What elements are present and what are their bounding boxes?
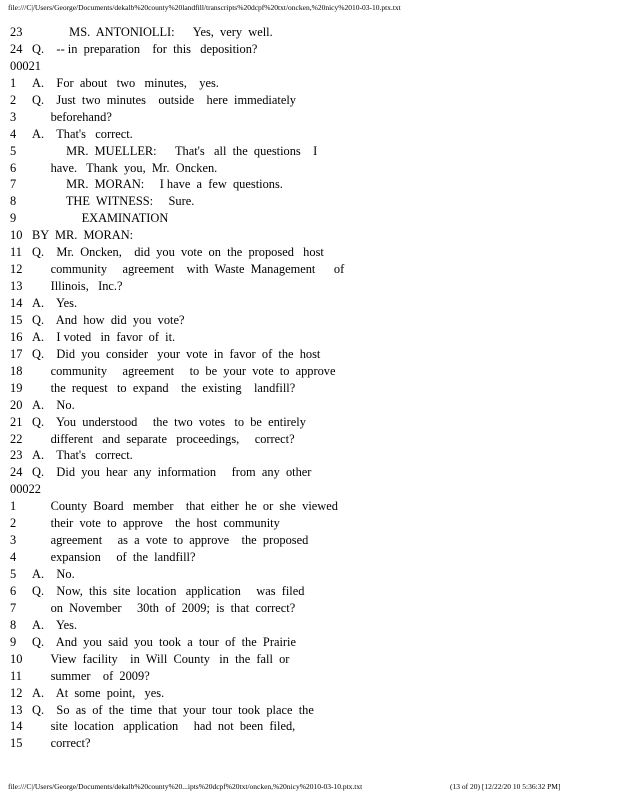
line-number: 24	[10, 465, 23, 480]
line-text: Q. Just two minutes outside here immediately	[32, 92, 296, 107]
line-text: site location application had not been filed,	[32, 719, 296, 734]
line-text: Illinois, Inc.?	[32, 279, 123, 294]
line-number: 1	[10, 499, 17, 514]
transcript-line	[10, 702, 610, 719]
line-number: 3	[10, 109, 17, 124]
transcript-line	[10, 227, 610, 244]
line-text: BY MR. MORAN:	[32, 228, 134, 243]
line-number: 2	[10, 516, 17, 531]
line-number: 11	[10, 668, 22, 683]
line-number: 22	[10, 431, 23, 446]
line-text: County Board member that either he or she viewed	[32, 499, 338, 514]
line-text: on November 30th of 2009; is that correct?	[32, 600, 296, 615]
transcript-line	[10, 668, 610, 685]
line-text: EXAMINATION	[32, 211, 169, 226]
transcript-line	[10, 685, 610, 702]
line-number: 4	[10, 126, 17, 141]
transcript-line	[10, 549, 610, 566]
line-text: Q. Did you hear any information from any other	[32, 465, 312, 480]
line-number: 11	[10, 245, 22, 260]
transcript-line	[10, 278, 610, 295]
transcript-line	[10, 109, 610, 126]
transcript-body	[10, 24, 610, 752]
line-number: 21	[10, 414, 23, 429]
line-text: A. Yes.	[32, 296, 78, 310]
transcript-line	[10, 244, 610, 261]
line-number: 6	[10, 583, 17, 598]
line-text: Q. Mr. Oncken, did you vote on the proposed host	[32, 245, 324, 260]
line-text: View facility in Will County in the fall or	[32, 651, 290, 666]
line-number: 13	[10, 279, 23, 294]
transcript-line	[10, 143, 610, 160]
line-text: Q. You understood the two votes to be entirely	[32, 414, 306, 429]
line-number: 12	[10, 685, 23, 700]
transcript-line	[10, 617, 610, 634]
line-number: 9	[10, 211, 17, 226]
line-text: have. Thank you, Mr. Oncken.	[32, 160, 218, 175]
line-text: correct?	[32, 736, 91, 751]
line-number: 24	[10, 41, 23, 56]
line-text: A. I voted in favor of it.	[32, 329, 176, 344]
line-number: 13	[10, 702, 23, 717]
line-number: 6	[10, 160, 17, 175]
line-number: 10	[10, 651, 23, 666]
line-text: Q. -- in preparation for this deposition?	[32, 41, 258, 56]
line-number: 7	[10, 177, 17, 192]
transcript-line	[10, 160, 610, 177]
line-number: 17	[10, 346, 23, 361]
line-text: A. At some point, yes.	[32, 685, 165, 700]
line-number: 18	[10, 363, 23, 378]
line-text: Q. So as of the time that your tour took place the	[32, 702, 314, 717]
transcript-line	[10, 600, 610, 617]
transcript-line	[10, 24, 610, 41]
line-text: MR. MORAN: I have a few questions.	[32, 177, 283, 192]
line-text: A. For about two minutes, yes.	[32, 75, 219, 90]
line-number: 20	[10, 397, 23, 412]
transcript-line	[10, 261, 610, 278]
line-number: 15	[10, 312, 23, 327]
line-text: MS. ANTONIOLLI: Yes, very well.	[32, 25, 273, 39]
line-text: Q. Did you consider your vote in favor of the host	[32, 346, 321, 361]
transcript-line	[10, 312, 610, 329]
footer-file-path: file:///C|/Users/George/Documents/dekalb%20county%20...ipts%20dcpf%20txt/oncken,%20nicy%2010-03-10.ptx.txt	[8, 782, 363, 791]
line-number: 19	[10, 380, 23, 395]
transcript-line	[10, 126, 610, 143]
line-number: 5	[10, 143, 17, 158]
line-number: 9	[10, 634, 17, 649]
page-marker: 00022	[10, 482, 41, 497]
transcript-line	[10, 329, 610, 346]
transcript-line	[10, 498, 610, 515]
line-number: 15	[10, 736, 23, 751]
line-number: 3	[10, 533, 17, 548]
transcript-line	[10, 295, 610, 312]
footer-page-info: (13 of 20) [12/22/20 10 5:36:32 PM]	[450, 782, 561, 791]
line-text: Q. And you said you took a tour of the Prairie	[32, 634, 296, 649]
line-text: A. That's correct.	[32, 448, 133, 463]
page-marker: 00021	[10, 58, 41, 73]
transcript-line	[10, 464, 610, 481]
line-text: their vote to approve the host community	[32, 516, 280, 531]
line-text: summer of 2009?	[32, 668, 150, 683]
transcript-line	[10, 363, 610, 380]
line-text: MR. MUELLER: That's all the questions I	[32, 143, 318, 158]
line-number: 12	[10, 262, 23, 277]
line-number: 8	[10, 194, 17, 209]
line-text: beforehand?	[32, 109, 112, 124]
transcript-line	[10, 718, 610, 735]
line-number: 2	[10, 92, 17, 107]
line-text: A. No.	[32, 397, 75, 412]
line-number: 7	[10, 600, 17, 615]
transcript-line	[10, 431, 610, 448]
transcript-line	[10, 735, 610, 752]
line-number: 10	[10, 228, 23, 243]
transcript-line	[10, 380, 610, 397]
transcript-line	[10, 176, 610, 193]
line-text: Q. And how did you vote?	[32, 312, 185, 327]
header-file-path: file:///C|/Users/George/Documents/dekalb%20county%20landfill/transcripts%20dcpf%20txt/oncken,%20nicy%2010-03-10.ptx.txt	[8, 3, 401, 12]
line-number: 14	[10, 296, 23, 310]
transcript-line	[10, 75, 610, 92]
transcript-line	[10, 346, 610, 363]
line-number: 16	[10, 329, 23, 344]
line-number: 4	[10, 550, 17, 565]
line-number: 8	[10, 617, 17, 632]
transcript-line	[10, 193, 610, 210]
line-text: community agreement with Waste Management of	[32, 262, 345, 277]
line-number: 23	[10, 25, 23, 39]
transcript-line	[10, 532, 610, 549]
transcript-line	[10, 515, 610, 532]
line-text: expansion of the landfill?	[32, 550, 196, 565]
transcript-line	[10, 447, 610, 464]
transcript-line	[10, 583, 610, 600]
transcript-line	[10, 41, 610, 58]
line-text: Q. Now, this site location application was filed	[32, 583, 305, 598]
line-text: A. No.	[32, 567, 75, 581]
line-number: 1	[10, 75, 17, 90]
line-text: THE WITNESS: Sure.	[32, 194, 195, 209]
line-text: the request to expand the existing landfill?	[32, 380, 296, 395]
transcript-line	[10, 397, 610, 414]
line-text: different and separate proceedings, correct?	[32, 431, 295, 446]
line-number: 5	[10, 567, 17, 581]
transcript-line	[10, 210, 610, 227]
line-text: community agreement to be your vote to approve	[32, 363, 336, 378]
line-text: A. Yes.	[32, 617, 78, 632]
transcript-line	[10, 92, 610, 109]
line-text: A. That's correct.	[32, 126, 133, 141]
transcript-line	[10, 566, 610, 583]
transcript-line	[10, 414, 610, 431]
transcript-line	[10, 651, 610, 668]
line-number: 14	[10, 719, 23, 734]
line-text: agreement as a vote to approve the proposed	[32, 533, 309, 548]
line-number: 23	[10, 448, 23, 463]
transcript-line	[10, 634, 610, 651]
